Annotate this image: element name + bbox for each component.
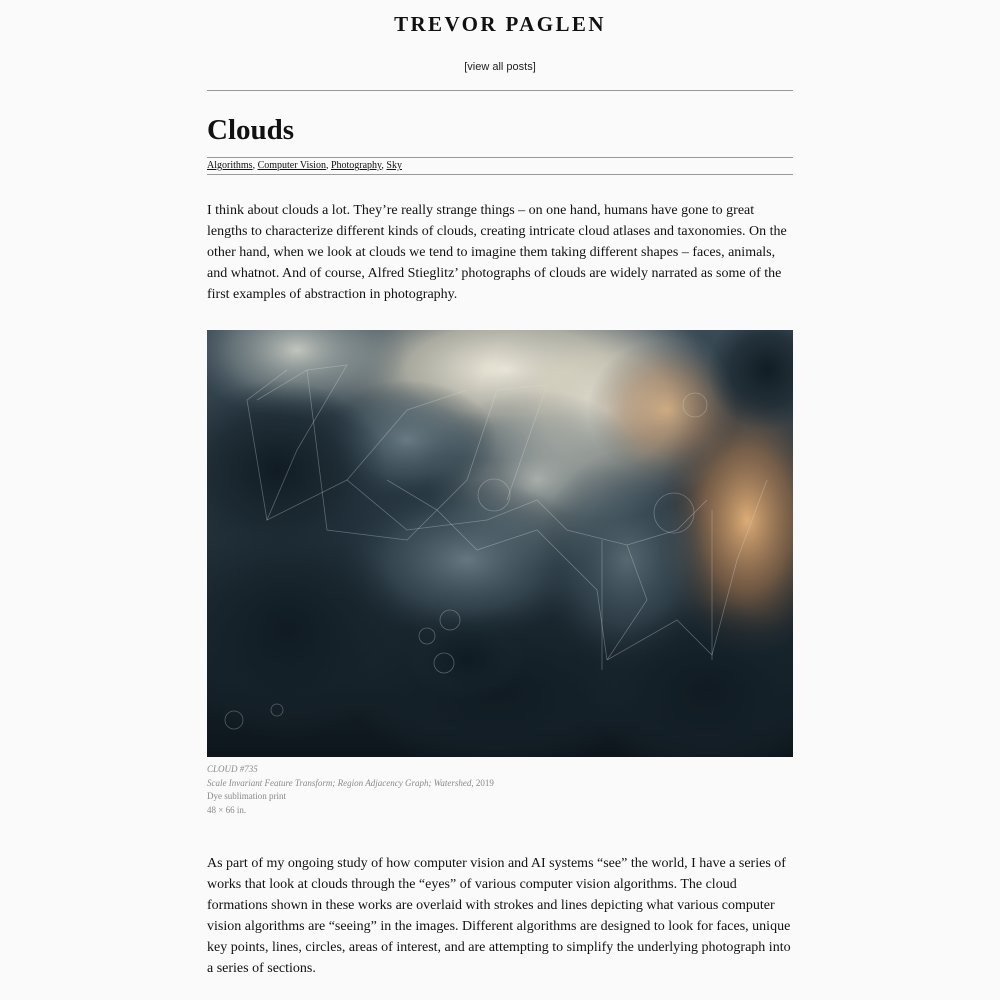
tag-link-algorithms[interactable]: Algorithms <box>207 160 253 171</box>
caption-subtitle-line <box>207 777 793 791</box>
header-divider <box>207 90 793 91</box>
view-all-posts-container <box>0 61 1000 73</box>
view-all-posts-link[interactable]: [view all posts] <box>464 61 536 73</box>
caption-dimensions: 48 × 66 in. <box>207 804 247 815</box>
tag-link-photography[interactable]: Photography <box>330 160 382 171</box>
caption-title: CLOUD #735 <box>207 764 258 774</box>
tag-link-sky[interactable]: Sky <box>386 160 402 171</box>
figure-caption <box>207 763 793 817</box>
intro-paragraph: I think about clouds a lot. They’re really strange things – on one hand, humans have gone to great lengths to characterize different kinds of clouds, creating intricate cloud atlases and taxonomies. On the other hand, when we look at clouds we tend to imagine them taking different shapes – faces, animals, and whatnot. And of course, Alfred Stieglitz’ photographs of clouds are widely narrated as some of the first examples of abstraction in photography. <box>207 203 787 302</box>
cloud-photograph <box>207 330 793 757</box>
tag-separator: , <box>252 160 258 171</box>
cloud-artwork-image <box>207 330 793 757</box>
tag-link-computer-vision[interactable]: Computer Vision <box>257 160 326 171</box>
tag-separator: , <box>381 160 387 171</box>
caption-medium: Dye sublimation print <box>207 791 286 801</box>
caption-subtitle: Scale Invariant Feature Transform; Region Adjacency Graph; Watershed <box>207 777 472 788</box>
tag-list <box>207 157 793 175</box>
post-title: Clouds <box>207 114 295 146</box>
tag-separator: , <box>325 160 331 171</box>
caption-year: , 2019 <box>471 777 494 788</box>
site-title-link[interactable]: TREVOR PAGLEN <box>394 12 606 36</box>
body-paragraph: As part of my ongoing study of how computer vision and AI systems “see” the world, I have a series of works that look at clouds through the “eyes” of various computer vision algorithms. The cloud formations shown in these works are overlaid with strokes and lines depicting what various computer vision algorithms are “seeing” in the images. Different algorithms are designed to look for faces, unique key points, lines, circles, areas of interest, and are attempting to simplify the underlying photograph into a series of sections. <box>207 856 791 976</box>
